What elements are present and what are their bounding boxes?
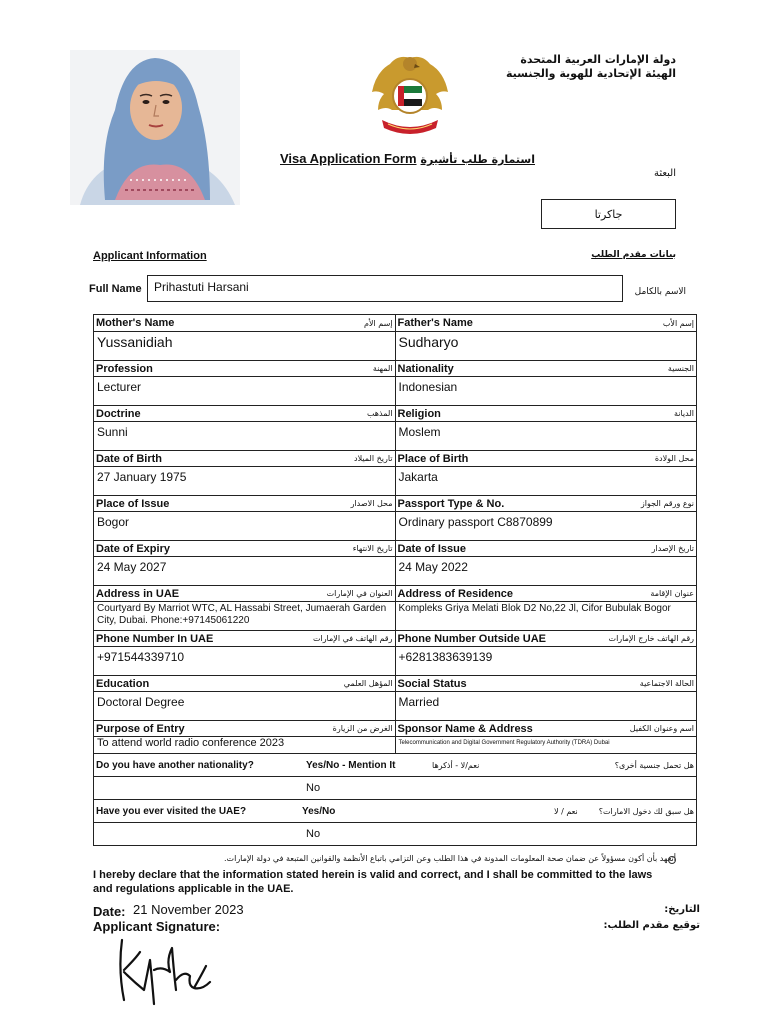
address-uae-label: Address in UAE <box>96 587 180 600</box>
date-label: Date: <box>93 904 126 919</box>
phone-outside-field[interactable]: +6281383639139 <box>398 650 493 664</box>
phone-uae-cell <box>94 630 395 675</box>
social-status-label-ar: الحالة الاجتماعية <box>639 679 694 688</box>
purpose-label-ar: الغرض من الزيارة <box>332 724 393 733</box>
grid-row <box>94 405 696 450</box>
father-name-label: Father's Name <box>397 317 473 329</box>
section-heading-ar: بيانات مقدم الطلب <box>591 250 676 260</box>
passport-label-ar: نوع ورقم الجواز <box>640 499 694 508</box>
phone-uae-label: Phone Number In UAE <box>96 632 214 645</box>
applicant-info-grid <box>93 314 697 846</box>
place-issue-field[interactable]: Bogor <box>97 515 130 529</box>
issue-date-cell <box>395 540 697 585</box>
pob-field[interactable]: Jakarta <box>398 470 438 484</box>
declaration-ar: أتعهد بأن أكون مسؤولاً عن ضمان صحة المعلومات المدونة في هذا الطلب وعن التزامي باتباع الأنظمة والقوانين المتبعة في دولة الإمارات. <box>224 854 676 863</box>
sponsor-field[interactable]: Telecommunication and Digital Government Regulatory Authority (TDRA) Dubai <box>398 740 610 746</box>
nationality-label-ar: الجنسية <box>667 364 694 373</box>
form-title-en: Visa Application Form <box>280 151 417 166</box>
religion-label-ar: الديانة <box>673 409 694 418</box>
sponsor-cell <box>395 720 697 753</box>
education-label: Education <box>96 677 150 690</box>
full-name-label-ar: الاسم بالكامل <box>634 287 686 297</box>
address-uae-label-ar: العنوان في الإمارات <box>326 589 393 598</box>
father-name-label-ar: إسم الأب <box>662 318 694 328</box>
phone-outside-cell <box>395 630 697 675</box>
pob-label: Place of Birth <box>397 452 469 465</box>
section-heading-en: Applicant Information <box>93 250 207 262</box>
passport-label: Passport Type & No. <box>397 497 505 510</box>
applicant-signature <box>110 930 220 1010</box>
mother-name-label-ar: إسم الأم <box>363 318 393 328</box>
nationality-options-ar: نعم/لا - أذكرها <box>432 760 480 770</box>
doctrine-label-ar: المذهب <box>366 409 393 418</box>
address-residence-cell <box>395 585 697 630</box>
date-field[interactable]: 21 November 2023 <box>133 902 244 917</box>
purpose-cell <box>94 720 395 753</box>
mother-name-label: Mother's Name <box>96 317 175 329</box>
full-name-label: Full Name <box>89 283 142 295</box>
mother-name-field[interactable]: Yussanidiah <box>97 334 173 350</box>
dob-label: Date of Birth <box>96 452 162 465</box>
dob-field[interactable]: 27 January 1975 <box>97 470 187 484</box>
issue-date-label: Date of Issue <box>397 542 466 555</box>
full-name-field[interactable]: Prihastuti Harsani <box>147 275 623 302</box>
form-title <box>280 151 535 166</box>
visited-answer-field[interactable]: No <box>306 828 321 840</box>
expiry-field[interactable]: 24 May 2027 <box>97 560 167 574</box>
visited-options: Yes/No <box>302 805 336 817</box>
nationality-cell <box>395 360 697 405</box>
education-field[interactable]: Doctoral Degree <box>97 695 185 709</box>
grid-row <box>94 360 696 405</box>
religion-field[interactable]: Moslem <box>398 425 441 439</box>
nationality-question: Do you have another nationality? <box>96 759 254 771</box>
visited-answer-row <box>94 822 696 845</box>
nationality-label: Nationality <box>397 362 454 375</box>
social-status-field[interactable]: Married <box>398 695 440 709</box>
dob-label-ar: تاريخ الميلاد <box>354 454 393 463</box>
visited-question: Have you ever visited the UAE? <box>96 805 247 817</box>
grid-row <box>94 585 696 630</box>
education-label-ar: المؤهل العلمي <box>343 679 393 688</box>
nationality-question-row <box>94 753 696 776</box>
phone-outside-label: Phone Number Outside UAE <box>397 632 547 645</box>
authority-header-ar <box>506 53 676 81</box>
issue-date-field[interactable]: 24 May 2022 <box>398 560 468 574</box>
mother-name-cell <box>94 315 395 360</box>
profession-label-ar: المهنة <box>372 364 393 373</box>
address-uae-cell <box>94 585 395 630</box>
address-uae-field[interactable]: Courtyard By Marriot WTC, AL Hassabi Street, Jumaerah Garden City, Dubai. Phone:+97145061220 <box>97 603 387 626</box>
address-residence-field[interactable]: Kompleks Griya Melati Blok D2 No,22 Jl, Cifor Bubulak Bogor <box>398 603 671 614</box>
grid-row <box>94 450 696 495</box>
declaration-en: I hereby declare that the information stated herein is valid and correct, and I shall be committed to the laws and regulations applicable in the UAE. <box>93 869 653 895</box>
date-label-ar: التاريخ: <box>664 904 700 915</box>
profession-cell <box>94 360 395 405</box>
place-issue-label: Place of Issue <box>96 497 170 510</box>
sponsor-label-ar: اسم وعنوان الكفيل <box>629 724 694 733</box>
issue-date-label-ar: تاريخ الإصدار <box>651 544 694 553</box>
pob-cell <box>395 450 697 495</box>
social-status-label: Social Status <box>397 677 467 690</box>
grid-row <box>94 495 696 540</box>
doctrine-label: Doctrine <box>96 407 141 420</box>
phone-uae-field[interactable]: +971544339710 <box>97 650 185 664</box>
doctrine-field[interactable]: Sunni <box>97 425 128 439</box>
visited-question-row <box>94 799 696 822</box>
profession-label: Profession <box>96 362 153 375</box>
place-issue-cell <box>94 495 395 540</box>
father-name-field[interactable]: Sudharyo <box>398 334 459 350</box>
education-cell <box>94 675 395 720</box>
grid-row <box>94 540 696 585</box>
sponsor-label: Sponsor Name & Address <box>397 722 533 735</box>
grid-row <box>94 630 696 675</box>
religion-label: Religion <box>397 407 441 420</box>
purpose-field[interactable]: To attend world radio conference 2023 <box>97 737 285 749</box>
grid-row <box>94 675 696 720</box>
passport-field[interactable]: Ordinary passport C8870899 <box>398 515 553 529</box>
visited-options-ar: نعم / لا <box>554 806 578 816</box>
nationality-answer-field[interactable]: No <box>306 782 321 794</box>
applicant-photo <box>70 50 240 205</box>
address-residence-label-ar: عنوان الإقامة <box>650 589 694 598</box>
signature-label: Applicant Signature: <box>93 919 221 934</box>
uae-emblem <box>368 50 452 136</box>
form-title-ar: استمارة طلب تأشيرة <box>420 153 535 166</box>
nationality-answer-row <box>94 776 696 799</box>
passport-cell <box>395 495 697 540</box>
address-residence-label: Address of Residence <box>397 587 514 600</box>
purpose-label: Purpose of Entry <box>96 722 185 735</box>
dob-cell <box>94 450 395 495</box>
mission-label-ar: البعثة <box>653 168 676 179</box>
visited-question-ar: هل سبق لك دخول الامارات؟ <box>598 806 694 816</box>
expiry-label: Date of Expiry <box>96 542 170 555</box>
expiry-cell <box>94 540 395 585</box>
grid-row <box>94 720 696 753</box>
pob-label-ar: محل الولادة <box>654 454 694 463</box>
place-issue-label-ar: محل الاصدار <box>350 499 393 508</box>
nationality-options: Yes/No - Mention It <box>306 759 396 771</box>
phone-uae-label-ar: رقم الهاتف في الإمارات <box>312 634 393 643</box>
header-line-2: الهيئة الإتحادية للهوية والجنسية <box>506 67 676 80</box>
phone-outside-label-ar: رقم الهاتف خارج الإمارات <box>608 634 694 643</box>
social-status-cell <box>395 675 697 720</box>
nationality-question-ar: هل تحمل جنسية أخرى؟ <box>614 760 694 770</box>
profession-field[interactable]: Lecturer <box>97 380 142 394</box>
header-line-1: دولة الإمارات العربية المتحدة <box>520 53 676 66</box>
doctrine-cell <box>94 405 395 450</box>
grid-row <box>94 315 696 360</box>
religion-cell <box>395 405 697 450</box>
father-name-cell <box>395 315 697 360</box>
mission-field[interactable]: جاكرتا <box>541 199 676 229</box>
nationality-field[interactable]: Indonesian <box>398 380 458 394</box>
expiry-label-ar: تاريخ الانتهاء <box>352 544 393 553</box>
declaration-radio[interactable] <box>668 856 676 864</box>
signature-label-ar: توقيع مقدم الطلب: <box>603 920 700 931</box>
